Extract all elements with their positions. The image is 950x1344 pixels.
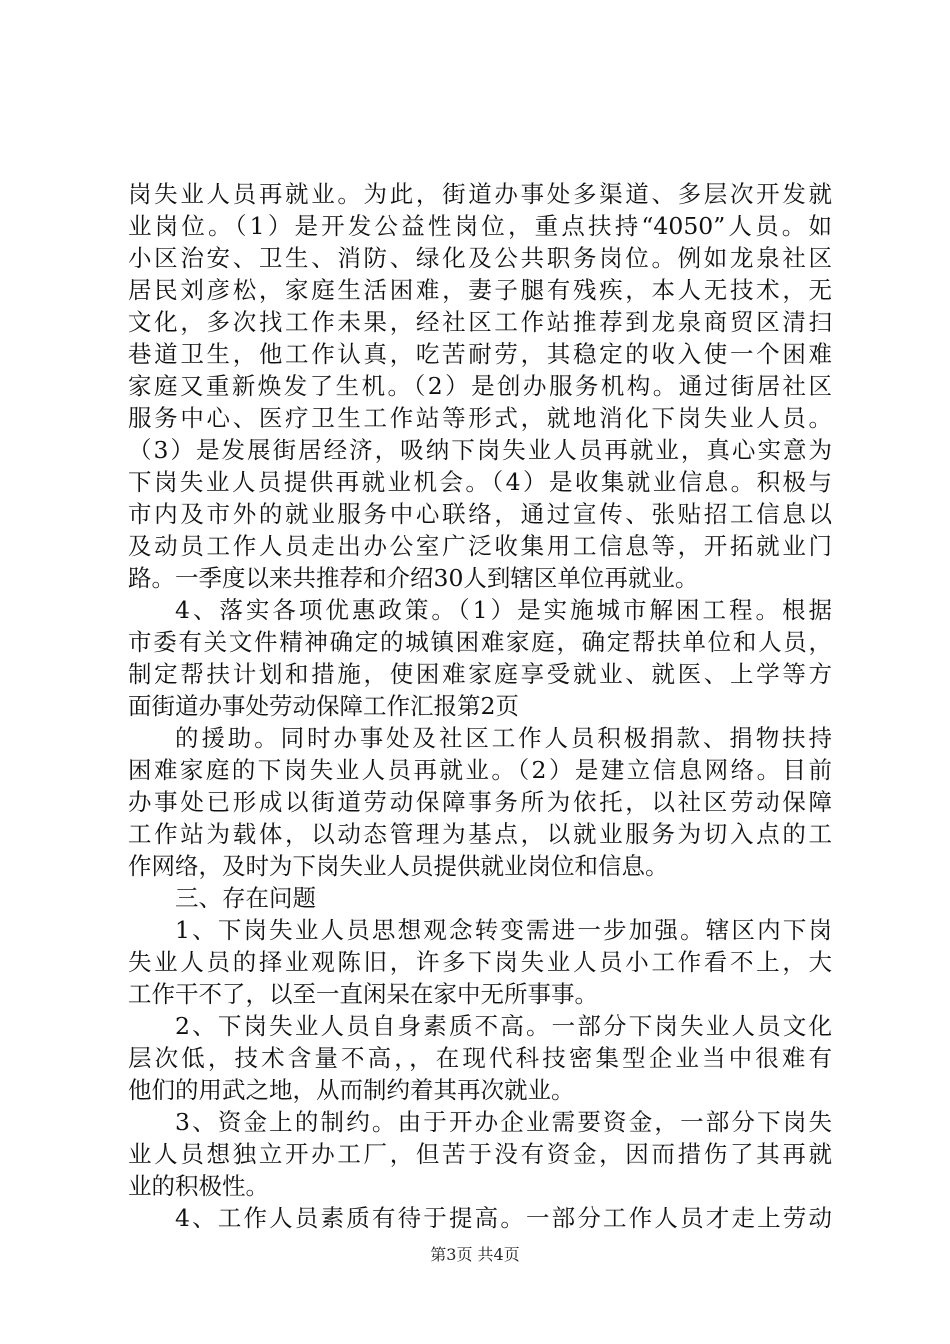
paragraph-line: 家庭又重新焕发了生机。（2）是创办服务机构。通过街居社区 — [128, 372, 832, 400]
paragraph-line: 层次低，技术含量不高，，在现代科技密集型企业当中很难有 — [128, 1044, 832, 1072]
paragraph-line: 市内及市外的就业服务中心联络，通过宣传、张贴招工信息以 — [128, 500, 832, 528]
paragraph-line: 岗失业人员再就业。为此，街道办事处多渠道、多层次开发就 — [128, 180, 832, 208]
paragraph-line: 三、存在问题 — [175, 884, 316, 912]
paragraph-line: 4、落实各项优惠政策。（1）是实施城市解困工程。根据 — [175, 596, 832, 624]
paragraph-line: 居民刘彦松，家庭生活困难，妻子腿有残疾，本人无技术，无 — [128, 276, 832, 304]
paragraph-line: 巷道卫生，他工作认真，吃苦耐劳，其稳定的收入使一个困难 — [128, 340, 832, 368]
paragraph-line: 的援助。同时办事处及社区工作人员积极捐款、捐物扶持 — [175, 724, 832, 752]
paragraph-line: 2、下岗失业人员自身素质不高。一部分下岗失业人员文化 — [175, 1012, 832, 1040]
paragraph-line: 困难家庭的下岗失业人员再就业。（2）是建立信息网络。目前 — [128, 756, 832, 784]
paragraph-line: 服务中心、医疗卫生工作站等形式，就地消化下岗失业人员。 — [128, 404, 832, 432]
paragraph-line: 下岗失业人员提供再就业机会。（4）是收集就业信息。积极与 — [128, 468, 832, 496]
paragraph-line: 文化，多次找工作未果，经社区工作站推荐到龙泉商贸区清扫 — [128, 308, 832, 336]
page-footer: 第3页 共4页 — [430, 1245, 520, 1264]
paragraph-line: 工作干不了，以至一直闲呆在家中无所事事。 — [128, 980, 598, 1008]
paragraph-line: 路。一季度以来共推荐和介绍30人到辖区单位再就业。 — [128, 564, 699, 592]
paragraph-line: 失业人员的择业观陈旧，许多下岗失业人员小工作看不上，大 — [128, 948, 832, 976]
paragraph-line: 制定帮扶计划和措施，使困难家庭享受就业、就医、上学等方 — [128, 660, 832, 688]
paragraph-line: 面街道办事处劳动保障工作汇报第2页 — [128, 692, 519, 720]
paragraph-line: （3）是发展街居经济，吸纳下岗失业人员再就业，真心实意为 — [128, 436, 832, 464]
paragraph-line: 1、下岗失业人员思想观念转变需进一步加强。辖区内下岗 — [175, 916, 832, 944]
paragraph-line: 办事处已形成以街道劳动保障事务所为依托，以社区劳动保障 — [128, 788, 832, 816]
paragraph-line: 作网络，及时为下岗失业人员提供就业岗位和信息。 — [128, 852, 669, 880]
paragraph-line: 业人员想独立开办工厂，但苦于没有资金，因而措伤了其再就 — [128, 1140, 832, 1168]
paragraph-line: 工作站为载体，以动态管理为基点，以就业服务为切入点的工 — [128, 820, 832, 848]
paragraph-line: 及动员工作人员走出办公室广泛收集用工信息等，开拓就业门 — [128, 532, 832, 560]
paragraph-line: 业岗位。（1）是开发公益性岗位，重点扶持“4050”人员。如 — [128, 212, 832, 240]
paragraph-line: 业的积极性。 — [128, 1172, 269, 1200]
paragraph-line: 小区治安、卫生、消防、绿化及公共职务岗位。例如龙泉社区 — [128, 244, 832, 272]
paragraph-line: 4、工作人员素质有待于提高。一部分工作人员才走上劳动 — [175, 1204, 832, 1232]
paragraph-line: 市委有关文件精神确定的城镇困难家庭，确定帮扶单位和人员， — [128, 628, 832, 656]
paragraph-line: 3、资金上的制约。由于开办企业需要资金，一部分下岗失 — [175, 1108, 832, 1136]
paragraph-line: 他们的用武之地，从而制约着其再次就业。 — [128, 1076, 575, 1104]
